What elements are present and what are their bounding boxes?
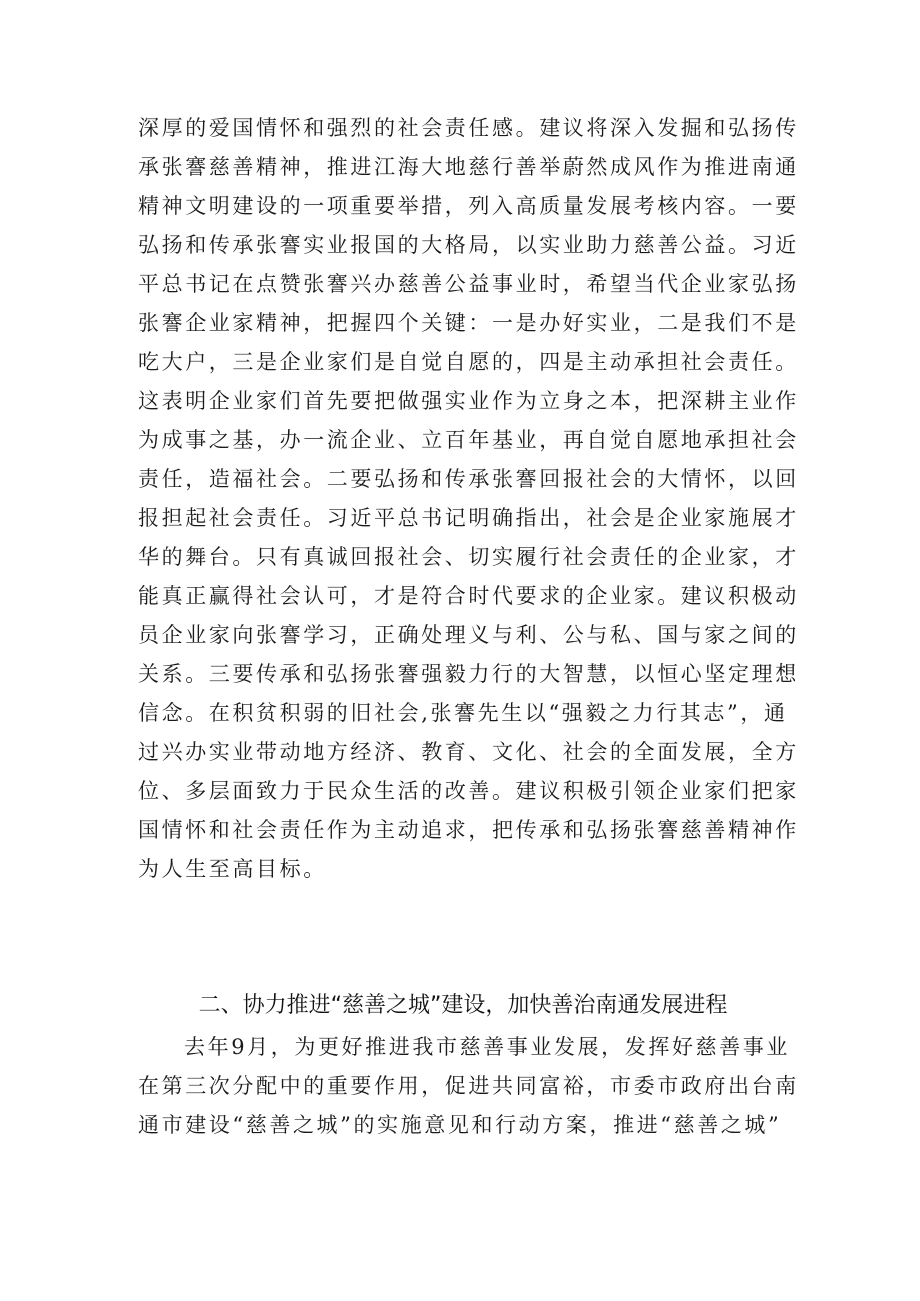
paragraph-1-line: 这表明企业家们首先要把做强实业作为立身之本，把深耕主业作 (138, 389, 799, 413)
paragraph-1-line: 平总书记在点赞张謇兴办慈善公益事业时，希望当代企业家弘扬 (138, 272, 799, 296)
paragraph-1-line: 华的舞台。只有真诚回报社会、切实履行社会责任的企业家，才 (138, 545, 799, 569)
section-heading: 二、协力推进“慈善之城”建设，加快善治南通发展进程 (198, 993, 728, 1018)
paragraph-1-line: 国情怀和社会责任作为主动追求，把传承和弘扬张謇慈善精神作 (138, 818, 799, 842)
paragraph-1-line: 承张謇慈善精神，推进江海大地慈行善举蔚然成风作为推进南通 (138, 155, 799, 179)
paragraph-2 (138, 1028, 799, 1145)
paragraph-2-line: 在第三次分配中的重要作用，促进共同富裕，市委市政府出台南 (138, 1074, 799, 1098)
paragraph-1-line: 弘扬和传承张謇实业报国的大格局，以实业助力慈善公益。习近 (138, 233, 799, 257)
paragraph-1-line: 过兴办实业带动地方经济、教育、文化、社会的全面发展，全方 (138, 740, 799, 764)
paragraph-1-line: 员企业家向张謇学习，正确处理义与利、公与私、国与家之间的 (138, 623, 799, 647)
paragraph-1-line: 张謇企业家精神，把握四个关键：一是办好实业，二是我们不是 (138, 311, 799, 335)
paragraph-1-line: 能真正赢得社会认可，才是符合时代要求的企业家。建议积极动 (138, 584, 799, 608)
paragraph-1-line: 为成事之基，办一流企业、立百年基业，再自觉自愿地承担社会 (138, 428, 799, 452)
paragraph-1 (138, 109, 799, 889)
paragraph-2-line: 去年9月，为更好推进我市慈善事业发展，发挥好慈善事业 (184, 1035, 790, 1059)
paragraph-2-line: 通市建设“慈善之城”的实施意见和行动方案，推进“慈善之城” (138, 1113, 782, 1137)
paragraph-1-line: 为人生至高目标。 (138, 857, 327, 881)
paragraph-1-line: 责任，造福社会。二要弘扬和传承张謇回报社会的大情怀，以回 (138, 467, 799, 491)
paragraph-1-line: 位、多层面致力于民众生活的改善。建议积极引领企业家们把家 (138, 779, 799, 803)
paragraph-1-line: 信念。在积贫积弱的旧社会,张謇先生以“强毅之力行其志”，通 (138, 701, 788, 725)
paragraph-1-line: 深厚的爱国情怀和强烈的社会责任感。建议将深入发掘和弘扬传 (138, 116, 799, 140)
paragraph-1-line: 精神文明建设的一项重要举措，列入高质量发展考核内容。一要 (138, 194, 799, 218)
paragraph-1-line: 关系。三要传承和弘扬张謇强毅力行的大智慧，以恒心坚定理想 (138, 662, 799, 686)
paragraph-1-line: 吃大户，三是企业家们是自觉自愿的，四是主动承担社会责任。 (138, 350, 799, 374)
paragraph-1-line: 报担起社会责任。习近平总书记明确指出，社会是企业家施展才 (138, 506, 799, 530)
